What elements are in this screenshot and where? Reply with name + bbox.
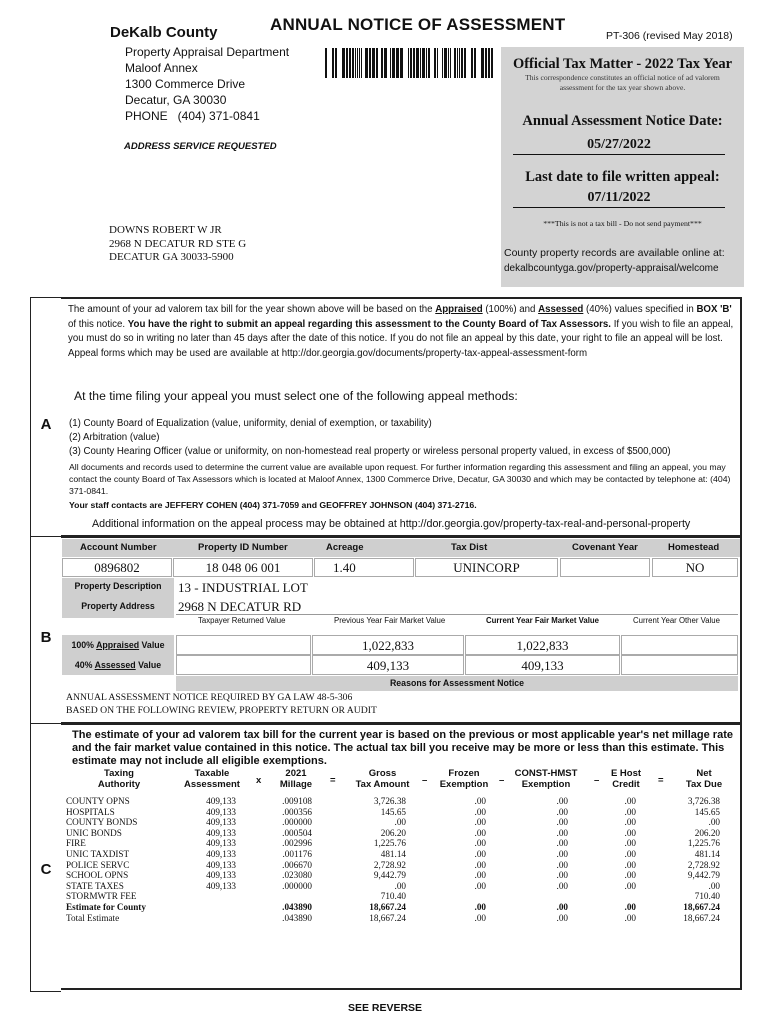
tax-cell-assessment: 409,133 xyxy=(206,859,236,870)
tax-cell-authority: FIRE xyxy=(66,838,86,849)
tax-cell-hmst: .00 xyxy=(556,827,568,838)
notice-info-panel xyxy=(501,47,744,287)
taxable-assessment-header xyxy=(180,768,244,790)
address-line: Property Appraisal Department xyxy=(125,45,290,59)
notice-date-label: Annual Assessment Notice Date: xyxy=(522,113,723,129)
tax-cell-authority: Total Estimate xyxy=(66,912,120,923)
tax-cell-ehost: .00 xyxy=(624,901,636,912)
header-line: Authority xyxy=(97,779,141,790)
staff-contacts: Your staff contacts are JEFFERY COHEN (404) 371-7059 and GEOFFREY JOHNSON (404) 371-2716. xyxy=(69,500,477,510)
tax-cell-gross: 206.20 xyxy=(380,827,406,838)
appraised-previous-value: 1,022,833 xyxy=(312,635,464,655)
tax-cell-authority: UNIC BONDS xyxy=(66,827,122,838)
frozen-exemption-header xyxy=(436,768,492,790)
tax-cell-hmst: .00 xyxy=(556,901,568,912)
header-line: Assessment xyxy=(184,779,240,790)
tax-cell-assessment: 409,133 xyxy=(206,806,236,817)
text-run: If you wish to file an appeal, you must do so in writing no later than 45 days after the date of this notice. If you do not file an appeal by this date, your right to file an appeal will be lost. Appeal forms which may be used are available at http://dor.georgia.gov/documents/property-tax-appeal-assessment-form xyxy=(68,318,734,359)
documents-availability-text: All documents and records used to determine the current value are available upon request. For further information regarding this assessment and filing an appeal, you may contact the county Board of Tax Assessors which is located at Maloof Annex, 1300 Commerce Drive, Decatur, GA 30030 and which may be contacted by telephone at: (404) 371-0841. xyxy=(69,462,731,496)
assessed-term: Assessed xyxy=(538,304,584,315)
header-line: Credit xyxy=(612,779,640,790)
assessed-current-value: 409,133 xyxy=(465,655,620,675)
tax-cell-gross: .00 xyxy=(394,880,406,891)
tax-cell-authority: COUNTY BONDS xyxy=(66,817,138,828)
reasons-header: Reasons for Assessment Notice xyxy=(176,676,738,691)
tax-cell-assessment: 409,133 xyxy=(206,870,236,881)
gross-column xyxy=(340,796,406,923)
header-line: Exemption xyxy=(521,779,571,790)
phone-line: PHONE (404) 371-0841 xyxy=(125,109,260,123)
appraised-current-value: 1,022,833 xyxy=(465,635,620,655)
tax-cell-ehost: .00 xyxy=(624,870,636,881)
hmst-exemption-header xyxy=(510,768,582,790)
official-tax-matter: Official Tax Matter - 2022 Tax Year xyxy=(512,56,733,72)
property-address-value: 2968 N DECATUR RD xyxy=(178,599,302,614)
tax-cell-gross: 710.40 xyxy=(380,891,406,902)
tax-cell-authority: STORMWTR FEE xyxy=(66,891,137,902)
appeal-right-statement: You have the right to submit an appeal regarding this assessment to the County Board of Tax Assessors. xyxy=(127,318,611,330)
property-address-label: Property Address xyxy=(62,598,174,618)
property-description-value: 13 - INDUSTRIAL LOT xyxy=(178,580,308,595)
tax-cell-ehost: .00 xyxy=(624,859,636,870)
tax-cell-ehost: .00 xyxy=(624,827,636,838)
tax-cell-frozen: .00 xyxy=(474,796,486,806)
section-divider xyxy=(59,722,742,725)
acreage-header: Acreage xyxy=(326,542,364,553)
assessed-other-value xyxy=(621,655,738,675)
tax-cell-gross: 3,726.38 xyxy=(373,796,406,806)
box-b-term: BOX 'B' xyxy=(696,304,732,315)
label-part: Value xyxy=(139,640,165,650)
tax-cell-gross: .00 xyxy=(394,817,406,828)
section-tab-c xyxy=(30,723,61,992)
tax-cell-assessment xyxy=(180,891,236,902)
text-run: of this notice. xyxy=(68,318,128,330)
see-reverse-note: SEE REVERSE xyxy=(347,1002,423,1014)
tax-cell-millage: .043890 xyxy=(282,912,312,923)
tax-cell-authority: UNIC TAXDIST xyxy=(66,848,130,859)
appraised-value-label xyxy=(62,635,174,655)
covenant-year-header: Covenant Year xyxy=(572,542,638,553)
appeal-date-label: Last date to file written appeal: xyxy=(525,169,720,185)
appeal-methods-heading: At the time filing your appeal you must select one of the following appeal methods: xyxy=(74,389,518,403)
millage-column xyxy=(266,796,312,923)
estimate-paragraph: The estimate of your ad valorem tax bill for the current year is based on the previous or most applicable year's net millage rate and the fair market value contained in this notice. The actual tax bill you receive may be more or less than this estimate. This estimate may not include all eligible exemptions. xyxy=(72,729,733,767)
tax-cell-millage: .000000 xyxy=(282,817,312,828)
address-line: Maloof Annex xyxy=(125,61,198,75)
gross-tax-header xyxy=(350,768,415,790)
address-line: 1300 Commerce Drive xyxy=(125,77,246,91)
property-header-bar xyxy=(62,539,740,557)
tax-cell-authority: SCHOOL OPNS xyxy=(66,870,129,881)
tax-cell-frozen: .00 xyxy=(474,901,486,912)
department-address xyxy=(125,44,289,124)
tax-cell-assessment: 409,133 xyxy=(206,848,236,859)
tax-district-value: UNINCORP xyxy=(415,558,558,577)
header-line: Millage xyxy=(279,779,313,790)
tax-cell-millage xyxy=(266,891,312,902)
tax-cell-ehost: .00 xyxy=(624,848,636,859)
tax-cell-ehost xyxy=(596,891,636,902)
tax-cell-net: 3,726.38 xyxy=(687,796,720,806)
section-letter: B xyxy=(40,629,52,646)
label-part: Assessed xyxy=(94,660,136,670)
header-line: Taxing xyxy=(104,768,134,779)
current-fmv-header: Current Year Fair Market Value xyxy=(486,616,599,625)
other-value-header: Current Year Other Value xyxy=(633,616,720,625)
header-line: Gross xyxy=(368,768,397,779)
equals-operator: = xyxy=(658,775,664,786)
tax-cell-net: 18,667.24 xyxy=(683,912,720,923)
tax-district-header: Tax Dist xyxy=(451,542,488,553)
header-line: E Host xyxy=(610,768,642,779)
tax-cell-frozen xyxy=(440,891,486,902)
tax-cell-assessment: 409,133 xyxy=(206,880,236,891)
tax-cell-net: 206.20 xyxy=(694,827,720,838)
tax-cell-ehost: .00 xyxy=(624,880,636,891)
header-line: Frozen xyxy=(448,768,480,779)
tax-cell-assessment: 409,133 xyxy=(206,796,236,806)
millage-header xyxy=(270,768,322,790)
tax-cell-gross: 18,667.24 xyxy=(369,912,406,923)
acreage-value: 1.40 xyxy=(314,558,414,577)
tax-cell-authority: STATE TAXES xyxy=(66,880,124,891)
assessed-previous-value: 409,133 xyxy=(312,655,464,675)
official-notice-text: This correspondence constitutes an official notice of ad valorem assessment for the tax year shown above. xyxy=(525,73,720,92)
section-tab-b xyxy=(30,536,61,725)
appeal-date-value: 07/11/2022 xyxy=(513,190,725,208)
minus-operator: – xyxy=(422,775,428,786)
tax-cell-net: 18,667.24 xyxy=(683,901,720,912)
tax-cell-ehost: .00 xyxy=(624,817,636,828)
text-run: (40%) values specified in xyxy=(583,304,697,315)
header-line: Exemption xyxy=(439,779,489,790)
section-divider xyxy=(59,535,742,538)
tax-cell-net: 145.65 xyxy=(694,806,720,817)
recipient-line: DECATUR GA 30033-5900 xyxy=(109,251,234,263)
recipient-line: 2968 N DECATUR RD STE G xyxy=(109,237,247,250)
online-records-text: County property records are available online at: xyxy=(504,247,725,259)
tax-cell-hmst: .00 xyxy=(556,817,568,828)
multiply-operator: x xyxy=(256,775,262,786)
tax-cell-hmst: .00 xyxy=(556,859,568,870)
form-number: PT-306 (revised May 2018) xyxy=(606,30,733,42)
tax-cell-hmst: .00 xyxy=(556,870,568,881)
tax-cell-hmst: .00 xyxy=(556,880,568,891)
tax-cell-frozen: .00 xyxy=(474,806,486,817)
frozen-column xyxy=(440,796,486,923)
tax-cell-millage: .000000 xyxy=(282,880,312,891)
property-id-value: 18 048 06 001 xyxy=(173,558,313,577)
label-part: 100% xyxy=(71,640,97,650)
section-letter: C xyxy=(40,861,52,878)
section-letter: A xyxy=(40,416,52,433)
net-column xyxy=(660,796,720,923)
appraised-term: Appraised xyxy=(435,304,483,315)
tax-cell-hmst xyxy=(520,891,568,902)
page-title: ANNUAL NOTICE OF ASSESSMENT xyxy=(270,15,566,34)
appeal-method-item: (3) County Hearing Officer (value or uniformity, on non-homestead real property or wireless personal property valued, in excess of $500,000) xyxy=(69,446,671,457)
ehost-column xyxy=(596,796,636,923)
minus-operator: – xyxy=(499,775,505,786)
barcode-image xyxy=(325,48,495,78)
tax-cell-ehost: .00 xyxy=(624,796,636,806)
tax-cell-authority: HOSPITALS xyxy=(66,806,115,817)
reason-line: ANNUAL ASSESSMENT NOTICE REQUIRED BY GA LAW 48-5-306 xyxy=(66,692,353,703)
appeal-rights-paragraph xyxy=(68,303,734,361)
appeal-methods-list xyxy=(69,417,737,459)
tax-cell-hmst: .00 xyxy=(556,838,568,849)
tax-cell-hmst: .00 xyxy=(556,806,568,817)
not-a-bill-note: ***This is not a tax bill - Do not send payment*** xyxy=(543,219,702,228)
additional-info-link: Additional information on the appeal process may be obtained at http://dor.georgia.gov/property-tax-real-and-personal-property xyxy=(92,518,691,530)
taxpayer-value-header: Taxpayer Returned Value xyxy=(198,616,286,625)
text-run: (100%) and xyxy=(482,304,539,315)
tax-cell-authority: Estimate for County xyxy=(66,901,146,912)
net-tax-header xyxy=(680,768,728,790)
address-service-requested: ADDRESS SERVICE REQUESTED xyxy=(124,141,277,152)
tax-cell-hmst: .00 xyxy=(556,848,568,859)
appeal-method-item: (1) County Board of Equalization (value, uniformity, denial of exemption, or taxability) xyxy=(69,418,432,429)
tax-cell-frozen: .00 xyxy=(474,848,486,859)
tax-cell-millage: .009108 xyxy=(282,796,312,806)
tax-cell-frozen: .00 xyxy=(474,827,486,838)
header-line: Net xyxy=(696,768,712,779)
tax-cell-net: 2,728.92 xyxy=(687,859,720,870)
authority-column xyxy=(66,796,176,923)
online-records-link[interactable]: dekalbcountyga.gov/property-appraisal/welcome xyxy=(504,263,719,274)
label-part: 40% xyxy=(74,660,95,670)
tax-cell-net: 710.40 xyxy=(694,891,720,902)
assessment-reason-text xyxy=(66,692,377,717)
tax-cell-frozen: .00 xyxy=(474,870,486,881)
tax-cell-ehost: .00 xyxy=(624,838,636,849)
recipient-address xyxy=(109,224,246,265)
tax-cell-gross: 481.14 xyxy=(380,848,406,859)
account-number-header: Account Number xyxy=(80,542,157,553)
minus-operator: – xyxy=(594,775,600,786)
tax-cell-net: .00 xyxy=(708,880,720,891)
tax-cell-millage: .023080 xyxy=(282,870,312,881)
section-tab-a xyxy=(30,297,61,538)
tax-cell-assessment: 409,133 xyxy=(206,838,236,849)
header-line: Tax Due xyxy=(685,779,723,790)
homestead-value: NO xyxy=(652,558,738,577)
header-line: Tax Amount xyxy=(355,779,410,790)
tax-cell-assessment xyxy=(180,902,236,913)
tax-cell-millage: .006670 xyxy=(282,859,312,870)
appraised-other-value xyxy=(621,635,738,655)
tax-cell-gross: 1,225.76 xyxy=(373,838,406,849)
property-id-header: Property ID Number xyxy=(198,542,288,553)
taxing-authority-header xyxy=(84,768,154,790)
tax-cell-frozen: .00 xyxy=(474,912,486,923)
homestead-header: Homestead xyxy=(668,542,720,553)
tax-cell-net: .00 xyxy=(708,817,720,828)
row-divider xyxy=(176,614,738,615)
tax-cell-gross: 18,667.24 xyxy=(369,901,406,912)
tax-cell-gross: 9,442.79 xyxy=(373,870,406,881)
ehost-credit-header xyxy=(606,768,646,790)
tax-cell-assessment: 409,133 xyxy=(206,817,236,828)
equals-operator: = xyxy=(330,775,336,786)
tax-cell-millage: .002996 xyxy=(282,838,312,849)
recipient-line: DOWNS ROBERT W JR xyxy=(109,224,222,236)
assessment-column xyxy=(180,796,236,923)
tax-cell-assessment: 409,133 xyxy=(206,827,236,838)
tax-cell-frozen: .00 xyxy=(474,838,486,849)
tax-cell-net: 9,442.79 xyxy=(687,870,720,881)
tax-cell-gross: 145.65 xyxy=(380,806,406,817)
tax-cell-hmst: .00 xyxy=(556,912,568,923)
tax-cell-gross: 2,728.92 xyxy=(373,859,406,870)
label-part: Appraised xyxy=(96,640,140,650)
text-run: The amount of your ad valorem tax bill for the year shown above will be based on the xyxy=(68,304,436,315)
assessed-taxpayer-value xyxy=(176,655,311,675)
tax-cell-assessment xyxy=(180,913,236,924)
tax-cell-frozen: .00 xyxy=(474,880,486,891)
property-description-label: Property Description xyxy=(62,578,174,598)
label-part: Value xyxy=(135,660,162,670)
tax-cell-millage: .000504 xyxy=(282,827,312,838)
address-line: Decatur, GA 30030 xyxy=(125,93,227,107)
previous-fmv-header: Previous Year Fair Market Value xyxy=(334,616,446,625)
tax-cell-net: 1,225.76 xyxy=(687,838,720,849)
tax-cell-frozen: .00 xyxy=(474,859,486,870)
notice-date-value: 05/27/2022 xyxy=(513,137,725,155)
assessed-value-label xyxy=(62,655,174,675)
tax-cell-authority: POLICE SERVC xyxy=(66,859,130,870)
covenant-year-value xyxy=(560,558,650,577)
hmst-column xyxy=(520,796,568,923)
tax-cell-net: 481.14 xyxy=(694,848,720,859)
tax-cell-ehost: .00 xyxy=(624,912,636,923)
tax-cell-hmst: .00 xyxy=(556,796,568,806)
tax-cell-millage: .043890 xyxy=(282,901,312,912)
tax-cell-millage: .000356 xyxy=(282,806,312,817)
header-line: CONST-HMST xyxy=(514,768,578,779)
county-name: DeKalb County xyxy=(110,24,218,41)
tax-cell-millage: .001176 xyxy=(282,848,312,859)
appeal-method-item: (2) Arbitration (value) xyxy=(69,432,160,443)
tax-cell-authority: COUNTY OPNS xyxy=(66,796,130,806)
tax-cell-ehost: .00 xyxy=(624,806,636,817)
appraised-taxpayer-value xyxy=(176,635,311,655)
header-line: 2021 xyxy=(285,768,307,779)
header-line: Taxable xyxy=(194,768,230,779)
tax-cell-frozen: .00 xyxy=(474,817,486,828)
reason-line: BASED ON THE FOLLOWING REVIEW, PROPERTY RETURN OR AUDIT xyxy=(66,704,377,716)
account-number-value: 0896802 xyxy=(62,558,172,577)
